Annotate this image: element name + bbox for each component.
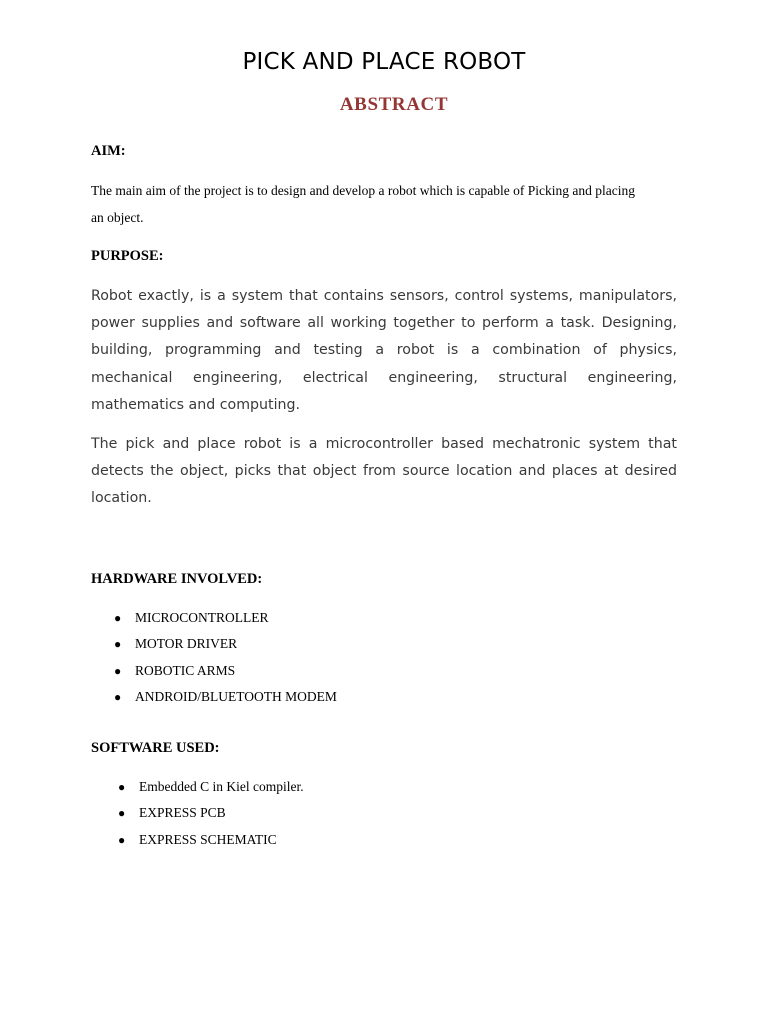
list-item [118, 827, 304, 853]
list-item [114, 658, 337, 684]
bullet-icon: ● [118, 832, 126, 847]
list-item-label: MOTOR DRIVER [135, 636, 238, 652]
bullet-icon: ● [118, 780, 126, 794]
hardware-heading: HARDWARE INVOLVED: [91, 571, 263, 587]
list-item-label: EXPRESS PCB [139, 805, 226, 821]
bullet-icon: ● [114, 689, 122, 704]
software-heading: SOFTWARE USED: [91, 740, 220, 756]
list-item [118, 800, 304, 826]
purpose-paragraph-1: Robot exactly, is a system that contains sensors, control systems, manipulators, power supplies and software all working together to perform a task. Designing, building, programming and testing a robot is a combination of physics, mechanical engineering, electrical engineering, structural engineering, mathematics and computing. [91, 288, 677, 413]
hardware-list [114, 605, 337, 710]
document-subtitle: ABSTRACT [339, 94, 449, 115]
list-item-label: ANDROID/BLUETOOTH MODEM [135, 688, 337, 704]
document-title: PICK AND PLACE ROBOT [242, 49, 526, 75]
aim-heading: AIM: [91, 143, 126, 159]
aim-text: The main aim of the project is to design and develop a robot which is capable of Picking and placing an object. [91, 183, 635, 225]
list-item-label: EXPRESS SCHEMATIC [139, 831, 277, 847]
list-item-label: ROBOTIC ARMS [135, 662, 236, 678]
bullet-icon: ● [118, 806, 126, 821]
list-item-label: MICROCONTROLLER [135, 610, 269, 625]
purpose-paragraph-2: The pick and place robot is a microcontroller based mechatronic system that detects the object, picks that object from source location and places at desired location. [91, 436, 677, 507]
bullet-icon: ● [114, 611, 122, 625]
list-item [114, 605, 337, 631]
list-item [118, 774, 304, 800]
software-list [118, 774, 304, 853]
list-item-label: Embedded C in Kiel compiler. [139, 779, 304, 794]
purpose-heading: PURPOSE: [91, 248, 164, 264]
bullet-icon: ● [114, 637, 122, 652]
list-item [114, 631, 337, 657]
list-item [114, 684, 337, 710]
bullet-icon: ● [114, 663, 122, 678]
